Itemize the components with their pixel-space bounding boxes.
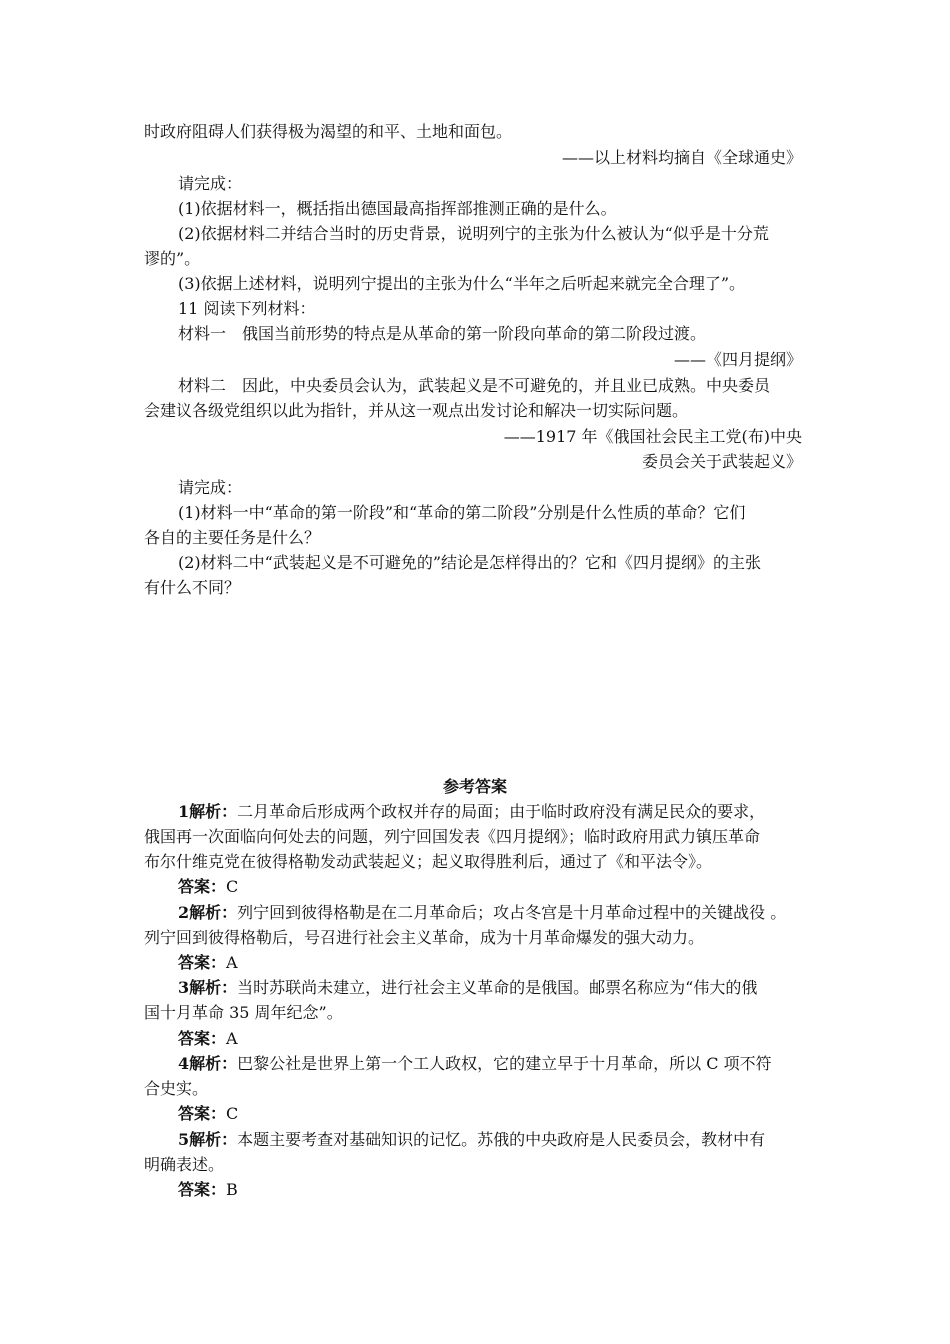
answer-item-2-line1	[178, 903, 786, 923]
answer-label: 答案：	[178, 953, 227, 972]
q11-material1-source: ——《四月提纲》	[673, 350, 802, 369]
answer-text: 巴黎公社是世界上第一个工人政权，它的建立早于十月革命，所以 C 项不符	[237, 1054, 772, 1073]
answer-text: 二月革命后形成两个政权并存的局面；由于临时政府没有满足民众的要求，	[237, 802, 766, 821]
material-tail-line: 时政府阻碍人们获得极为渴望的和平、土地和面包。	[144, 122, 513, 141]
answer-num: 5	[178, 1130, 190, 1149]
answer-label: 答案：	[178, 1029, 227, 1048]
q11-sub1-line2: 各自的主要任务是什么？	[144, 528, 321, 547]
q10-sub3: (3)依据上述材料，说明列宁提出的主张为什么“半年之后听起来就完全合理了”。	[178, 274, 746, 293]
answer-item-1-answer	[178, 877, 238, 897]
answer-label: 答案：	[178, 877, 227, 896]
answer-choice: C	[226, 1104, 239, 1123]
q11-sub2-line1: (2)材料二中“武装起义是不可避免的”结论是怎样得出的？它和《四月提纲》的主张	[178, 553, 762, 572]
jiexi-label: 解析：	[189, 903, 238, 922]
material-source: ——以上材料均摘自《全球通史》	[561, 148, 802, 167]
jiexi-label: 解析：	[189, 1054, 238, 1073]
q10-prompt: 请完成：	[178, 174, 243, 193]
answer-label: 答案：	[178, 1104, 227, 1123]
answer-item-3-answer	[178, 1029, 238, 1049]
answer-item-3-line2: 国十月革命 35 周年纪念”。	[144, 1003, 343, 1022]
q11-sub1-line1: (1)材料一中“革命的第一阶段”和“革命的第二阶段”分别是什么性质的革命？它们	[178, 503, 746, 522]
answer-item-4-line2: 合史实。	[144, 1079, 209, 1098]
jiexi-label: 解析：	[189, 802, 238, 821]
q11-material1: 材料一 俄国当前形势的特点是从革命的第一阶段向革命的第二阶段过渡。	[178, 324, 707, 343]
q11-title: 11 阅读下列材料：	[178, 299, 316, 318]
answer-choice: C	[226, 877, 239, 896]
answer-item-4-line1	[178, 1054, 772, 1074]
q11-sub2-line2: 有什么不同？	[144, 578, 241, 597]
answer-choice: A	[226, 1029, 238, 1048]
q11-material2-line2: 会建议各级党组织以此为指针，并从这一观点出发讨论和解决一切实际问题。	[144, 401, 689, 420]
answer-text: 本题主要考查对基础知识的记忆。苏俄的中央政府是人民委员会，教材中有	[237, 1130, 766, 1149]
q11-prompt: 请完成：	[178, 478, 243, 497]
q10-sub1: (1)依据材料一，概括指出德国最高指挥部推测正确的是什么。	[178, 199, 617, 218]
q11-material2-source-line1: ——1917 年《俄国社会民主工党(布)中央	[503, 427, 802, 446]
answer-choice: B	[226, 1180, 238, 1199]
answer-item-2-answer	[178, 953, 238, 973]
answer-item-2-line2: 列宁回到彼得格勒后，号召进行社会主义革命，成为十月革命爆发的强大动力。	[144, 928, 705, 947]
answer-text: 列宁回到彼得格勒是在二月革命后；攻占冬宫是十月革命过程中的关键战役 。	[237, 903, 787, 922]
answer-item-5-answer	[178, 1180, 238, 1200]
q10-sub2-line2: 谬的”。	[144, 249, 201, 268]
jiexi-label: 解析：	[189, 1130, 238, 1149]
answer-label: 答案：	[178, 1180, 227, 1199]
q11-material2-line1: 材料二 因此，中央委员会认为，武装起义是不可避免的，并且业已成熟。中央委员	[178, 376, 771, 395]
answer-item-3-line1	[178, 978, 757, 998]
answer-text: 当时苏联尚未建立，进行社会主义革命的是俄国。邮票名称应为“伟大的俄	[237, 978, 758, 997]
answer-item-5-line1	[178, 1130, 765, 1150]
answer-num: 1	[178, 802, 190, 821]
answers-heading: 参考答案	[442, 777, 507, 796]
q11-material2-source-line2: 委员会关于武装起义》	[641, 452, 802, 471]
answer-item-1-line2: 俄国再一次面临向何处去的问题，列宁回国发表《四月提纲》；临时政府用武力镇压革命	[144, 827, 761, 846]
q10-sub2-line1: (2)依据材料二并结合当时的历史背景，说明列宁的主张为什么被认为“似乎是十分荒	[178, 224, 769, 243]
answer-num: 3	[178, 978, 190, 997]
answer-num: 2	[178, 903, 190, 922]
answer-choice: A	[226, 953, 238, 972]
answer-num: 4	[178, 1054, 190, 1073]
answer-item-1-line1	[178, 802, 765, 822]
jiexi-label: 解析：	[189, 978, 238, 997]
answer-item-5-line2: 明确表述。	[144, 1155, 225, 1174]
answer-item-1-line3: 布尔什维克党在彼得格勒发动武装起义；起义取得胜利后，通过了《和平法令》。	[144, 852, 713, 871]
answer-item-4-answer	[178, 1104, 238, 1124]
